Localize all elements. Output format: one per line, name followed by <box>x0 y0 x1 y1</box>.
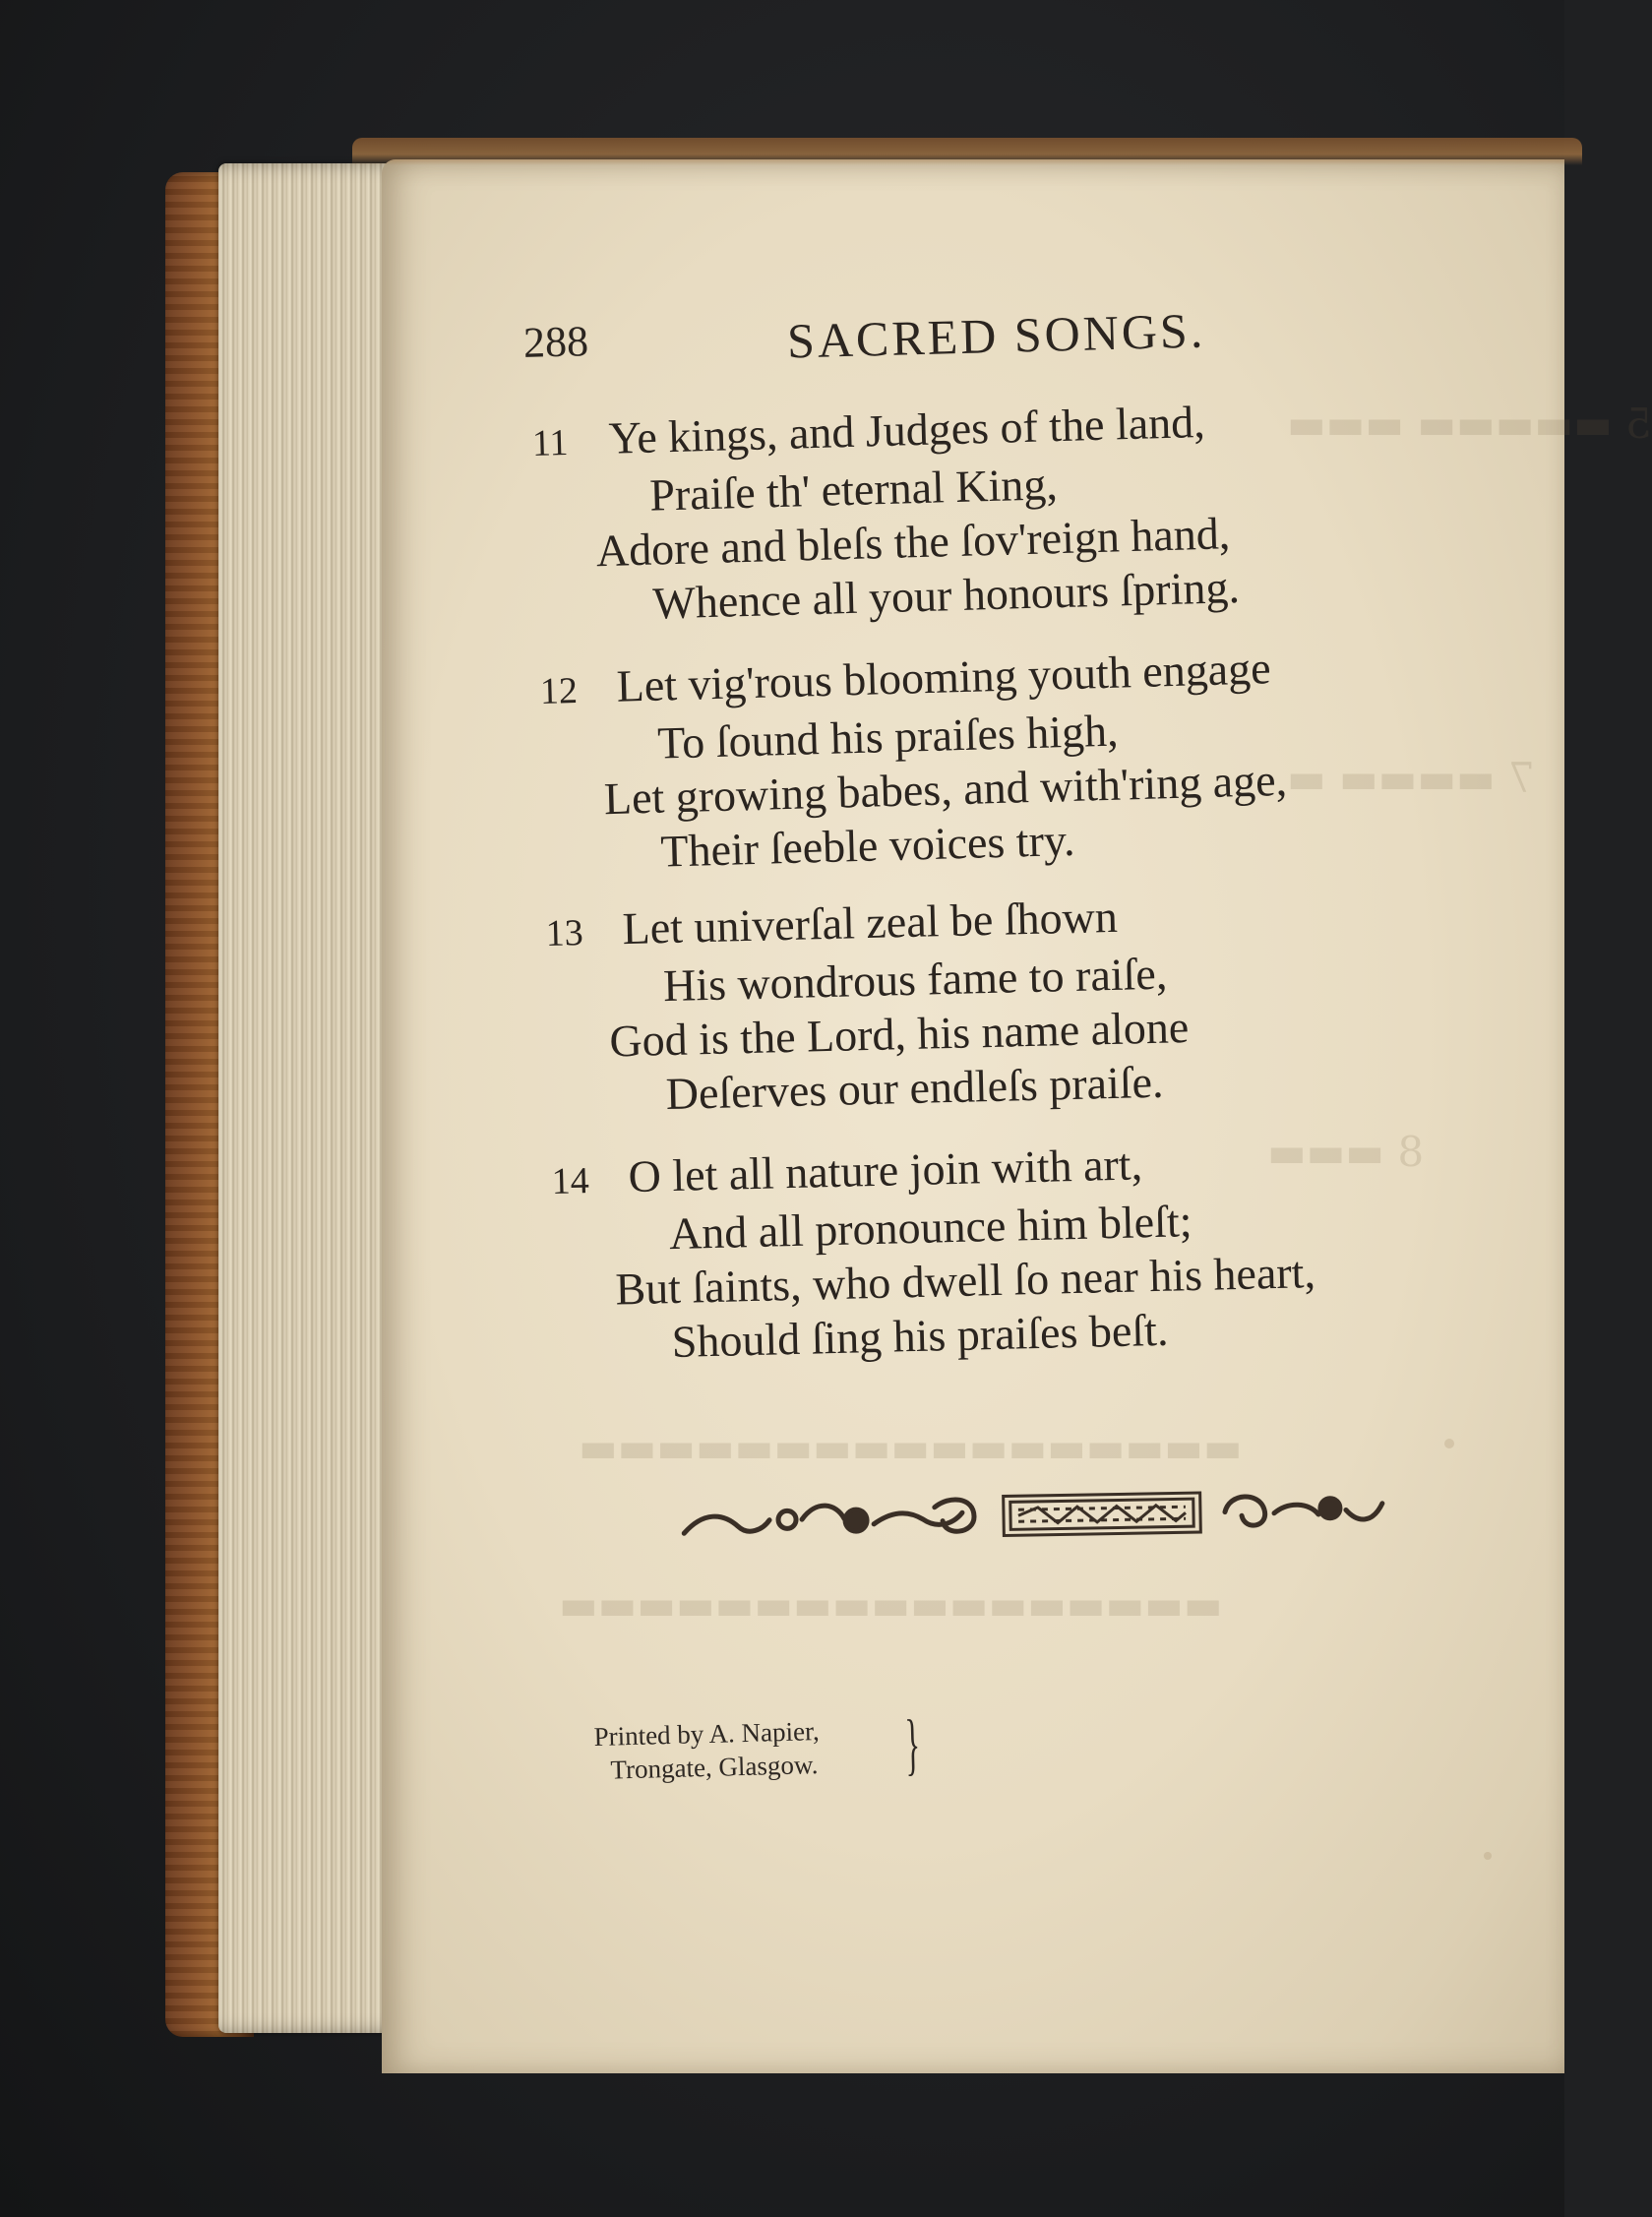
verse-14 <box>551 1133 1317 1372</box>
verse-12 <box>539 641 1289 882</box>
printers-ornament-icon <box>679 1480 1388 1552</box>
verse-line: Their ſeeble voices try. <box>659 814 1076 877</box>
show-through-ghost: 8 ▬▬▬ <box>1267 1128 1425 1176</box>
show-through-ghost: ▬▬▬▬▬▬▬▬▬▬▬▬▬▬▬▬▬ <box>579 1423 1243 1471</box>
verse-number: 14 <box>551 1160 590 1202</box>
verse-line: Whence all your honours ſpring. <box>651 561 1241 629</box>
verse-line: Praiſe th' eternal King, <box>648 459 1059 521</box>
verse-number: 13 <box>545 912 584 955</box>
foxing-spot <box>1484 1852 1492 1860</box>
verse-line: 13 Let univerſal zeal be ſhown <box>545 888 1187 961</box>
verse-number: 12 <box>539 669 579 712</box>
verse-line: His wondrous fame to raiſe, <box>662 948 1168 1012</box>
verse-line: 14 O let all nature join with art, <box>551 1133 1314 1209</box>
verse-line: To ſound his praiſes high, <box>656 705 1120 769</box>
foxing-spot <box>1444 1439 1454 1448</box>
verse-line: Let growing babes, and with'ring age, <box>603 754 1288 825</box>
verse-line: Should ſing his praiſes beſt. <box>671 1304 1169 1368</box>
imprint-brace: } <box>903 1706 922 1783</box>
verse-line: 12 Let vig'rous blooming youth engage <box>539 641 1285 719</box>
verse-number: 11 <box>531 421 570 464</box>
verse-line: Adore and bleſs the ſov'reign hand, <box>595 508 1231 577</box>
verse-13 <box>545 888 1191 1124</box>
imprint-line-1: Printed by A. Napier, <box>593 1716 821 1752</box>
page-number: 288 <box>522 317 589 367</box>
show-through-ghost: 5 ▬▬▬▬▬ ▬▬▬ <box>1287 400 1652 448</box>
verse-line: And all pronounce him bleſt; <box>668 1196 1193 1260</box>
verse-line: 11 Ye kings, and Judges of the land, <box>531 394 1236 471</box>
show-through-ghost: ▬▬▬▬▬▬▬▬▬▬▬▬▬▬▬▬▬ <box>559 1580 1223 1629</box>
verse-line: Deſerves our endleſs praiſe. <box>665 1056 1165 1120</box>
verse-line: But ſaints, who dwell ſo near his heart, <box>614 1247 1316 1315</box>
show-through-ghost: 7 ▬▬▬▬ ▬ <box>1287 754 1535 802</box>
printer-imprint <box>593 1706 922 1787</box>
verse-line: God is the Lord, his name alone <box>608 1002 1190 1067</box>
verse-11 <box>531 394 1241 634</box>
imprint-line-2: Trongate, Glasgow. <box>610 1750 819 1785</box>
running-head: SACRED SONGS. <box>786 302 1206 369</box>
